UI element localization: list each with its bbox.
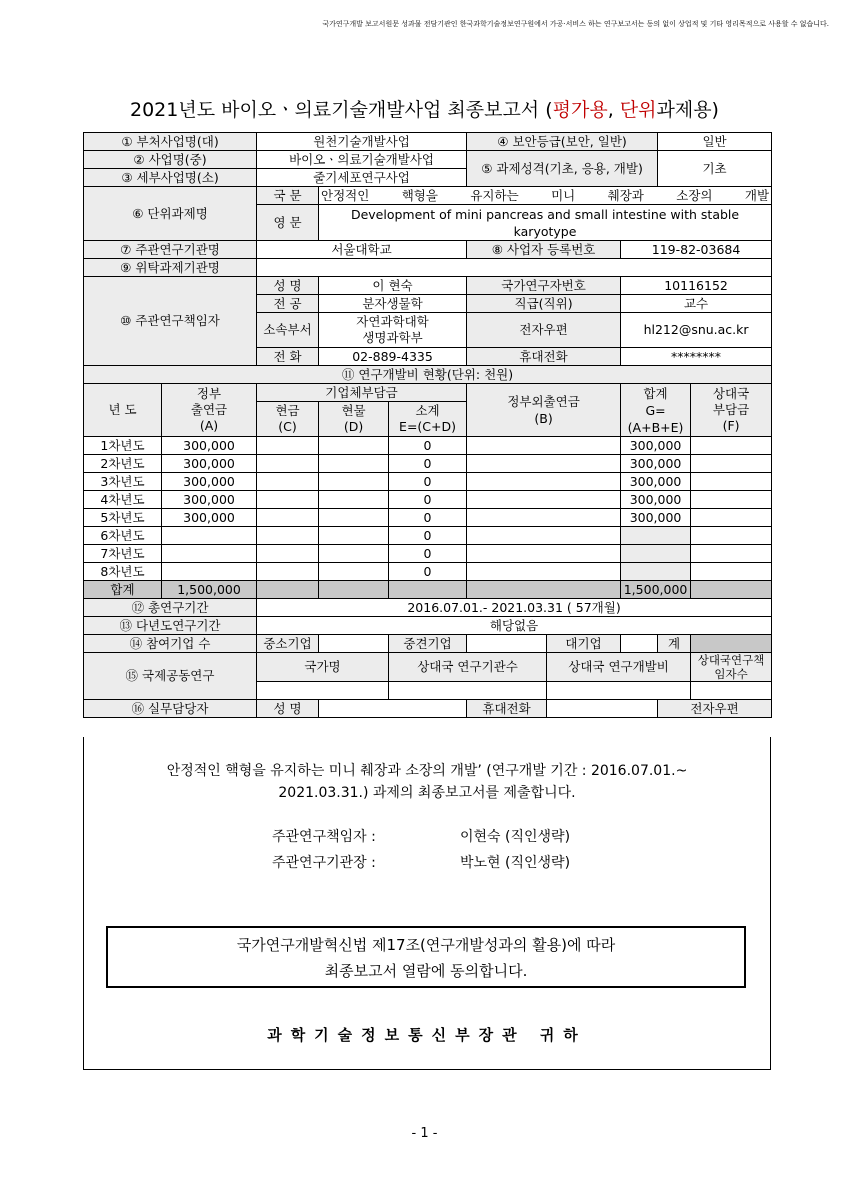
pi-name: 이 현숙: [319, 277, 467, 295]
firms-total-label: 계: [658, 635, 691, 653]
character-label: ⑤ 과제성격(기초, 응용, 개발): [467, 151, 658, 187]
bizno-label: ⑧ 사업자 등록번호: [467, 241, 621, 259]
bizno-value: 119-82-03684: [621, 241, 772, 259]
security-label: ④ 보안등급(보안, 일반): [467, 133, 658, 151]
funding-row: 6차년도 0: [84, 527, 772, 545]
character-value: 기초: [658, 151, 772, 187]
pi-natid-label: 국가연구자번호: [467, 277, 621, 295]
staff-name-label: 성 명: [257, 700, 319, 718]
security-value: 일반: [658, 133, 772, 151]
pi-label: ⑩ 주관연구책임자: [84, 277, 257, 366]
firms-large-label: 대기업: [547, 635, 621, 653]
period-value: 2016.07.01.- 2021.03.31 ( 57개월): [257, 599, 772, 617]
pi-major: 분자생물학: [319, 295, 467, 313]
pi-email-label: 전자우편: [467, 313, 621, 348]
report-cover-form: [83, 132, 772, 718]
pi-signature-label: 주관연구책임자 :: [272, 829, 376, 845]
pi-email: hl212@snu.ac.kr: [621, 313, 772, 348]
funding-row: 4차년도 300,000 0 300,000: [84, 491, 772, 509]
subprogram-value: 줄기세포연구사업: [257, 169, 467, 187]
staff-mobile-label: 휴대전화: [467, 700, 547, 718]
funding-row: 1차년도 300,000 0 300,000: [84, 437, 772, 455]
head-signature-label: 주관연구기관장 :: [272, 855, 376, 871]
firms-mid-label: 중견기업: [389, 635, 467, 653]
task-label: ⑥ 단위과제명: [84, 187, 257, 241]
task-en-title: Development of mini pancreas and small intestine with stable karyotype: [319, 205, 772, 241]
pi-signature-name: 이현숙 (직인생략): [460, 829, 571, 845]
org-label: ⑦ 주관연구기관명: [84, 241, 257, 259]
funding-cash-header: 현금 (C): [257, 402, 319, 437]
funding-row: 3차년도 300,000 0 300,000: [84, 473, 772, 491]
program-label: ② 사업명(중): [84, 151, 257, 169]
disclosure-agreement-box: 국가연구개발혁신법 제17조(연구개발성과의 활용)에 따라 최종보고서 열람에 동의합니다.: [106, 926, 746, 988]
dept-label: ① 부처사업명(대): [84, 133, 257, 151]
funding-row: 2차년도 300,000 0 300,000: [84, 455, 772, 473]
subprogram-label: ③ 세부사업명(소): [84, 169, 257, 187]
pi-mobile: ********: [621, 348, 772, 366]
period-label: ⑫ 총연구기간: [84, 599, 257, 617]
pi-dept-label: 소속부서: [257, 313, 319, 348]
task-kr-title: 안정적인 핵형을 유지하는 미니 췌장과 소장의 개발: [319, 187, 772, 205]
pi-name-label: 성 명: [257, 277, 319, 295]
pi-mobile-label: 휴대전화: [467, 348, 621, 366]
firms-label: ⑭ 참여기업 수: [84, 635, 257, 653]
pi-phone-label: 전 화: [257, 348, 319, 366]
pi-phone: 02-889-4335: [319, 348, 467, 366]
submission-statement: 안정적인 핵형을 유지하는 미니 췌장과 소장의 개발’ (연구개발 기간 : 2016.07.01.~ 2021.03.31.) 과제의 최종보고서를 제출합니다.: [166, 763, 688, 801]
funding-other-header: 정부외출연금 (B): [467, 384, 621, 437]
funding-sum-row: [84, 581, 772, 599]
funding-title: ⑪ 연구개발비 현황(단위: 천원): [84, 366, 772, 384]
funding-sum-label: 합계: [84, 581, 162, 599]
funding-gov-header: 정부 출연금 (A): [162, 384, 257, 437]
pi-dept: 자연과학대학 생명과학부: [319, 313, 467, 348]
staff-email-label: 전자우편: [658, 700, 772, 718]
intl-budget-header: 상대국 연구개발비: [547, 653, 691, 682]
usage-notice: 국가연구개발 보고서원문 성과물 전담기관인 한국과학기술정보연구원에서 가공·서비스 하는 연구보고서는 동의 없이 상업적 및 기타 영리목적으로 사용할 수 없습니다.: [322, 20, 829, 28]
org-value: 서울대학교: [257, 241, 467, 259]
multiyear-label: ⑬ 다년도연구기간: [84, 617, 257, 635]
consign-value: [257, 259, 772, 277]
intl-country-header: 국가명: [257, 653, 389, 682]
pi-rank-label: 직급(직위): [467, 295, 621, 313]
title-highlight-unit: 단위: [619, 99, 657, 121]
funding-kind-header: 현물 (D): [319, 402, 389, 437]
funding-sum-total: 1,500,000: [621, 581, 691, 599]
dept-value: 원천기술개발사업: [257, 133, 467, 151]
multiyear-value: 해당없음: [257, 617, 772, 635]
pi-major-label: 전 공: [257, 295, 319, 313]
funding-subtotal-header: 소계 E=(C+D): [389, 402, 467, 437]
intl-label: ⑮ 국제공동연구: [84, 653, 257, 700]
task-en-label: 영 문: [257, 205, 319, 241]
funding-partner-header: 상대국 부담금 (F): [691, 384, 772, 437]
funding-corp-header: 기업체부담금: [257, 384, 467, 402]
pi-rank: 교수: [621, 295, 772, 313]
title-highlight-evaluation: 평가용: [552, 99, 608, 121]
intl-pi-count-header: 상대국연구책임자수: [691, 653, 772, 682]
intl-institutions-header: 상대국 연구기관수: [389, 653, 547, 682]
funding-total-header: 합계 G=(A+B+E): [621, 384, 691, 437]
staff-label: ⑯ 실무담당자: [84, 700, 257, 718]
program-value: 바이오ㆍ의료기술개발사업: [257, 151, 467, 169]
consign-label: ⑨ 위탁과제기관명: [84, 259, 257, 277]
addressee: 과학기술정보통신부장관 귀하: [267, 1026, 587, 1044]
page-number: - 1 -: [411, 1126, 438, 1141]
funding-sum-gov: 1,500,000: [162, 581, 257, 599]
task-kr-label: 국 문: [257, 187, 319, 205]
firms-sme-label: 중소기업: [257, 635, 319, 653]
funding-row: 7차년도 0: [84, 545, 772, 563]
pi-natid: 10116152: [621, 277, 772, 295]
funding-row: 5차년도 300,000 0 300,000: [84, 509, 772, 527]
funding-year-header: 년 도: [84, 384, 162, 437]
report-title: 2021년도 바이오ㆍ의료기술개발사업 최종보고서 (평가용, 단위과제용): [130, 99, 719, 121]
head-signature-name: 박노현 (직인생략): [460, 855, 571, 871]
funding-row: 8차년도 0: [84, 563, 772, 581]
